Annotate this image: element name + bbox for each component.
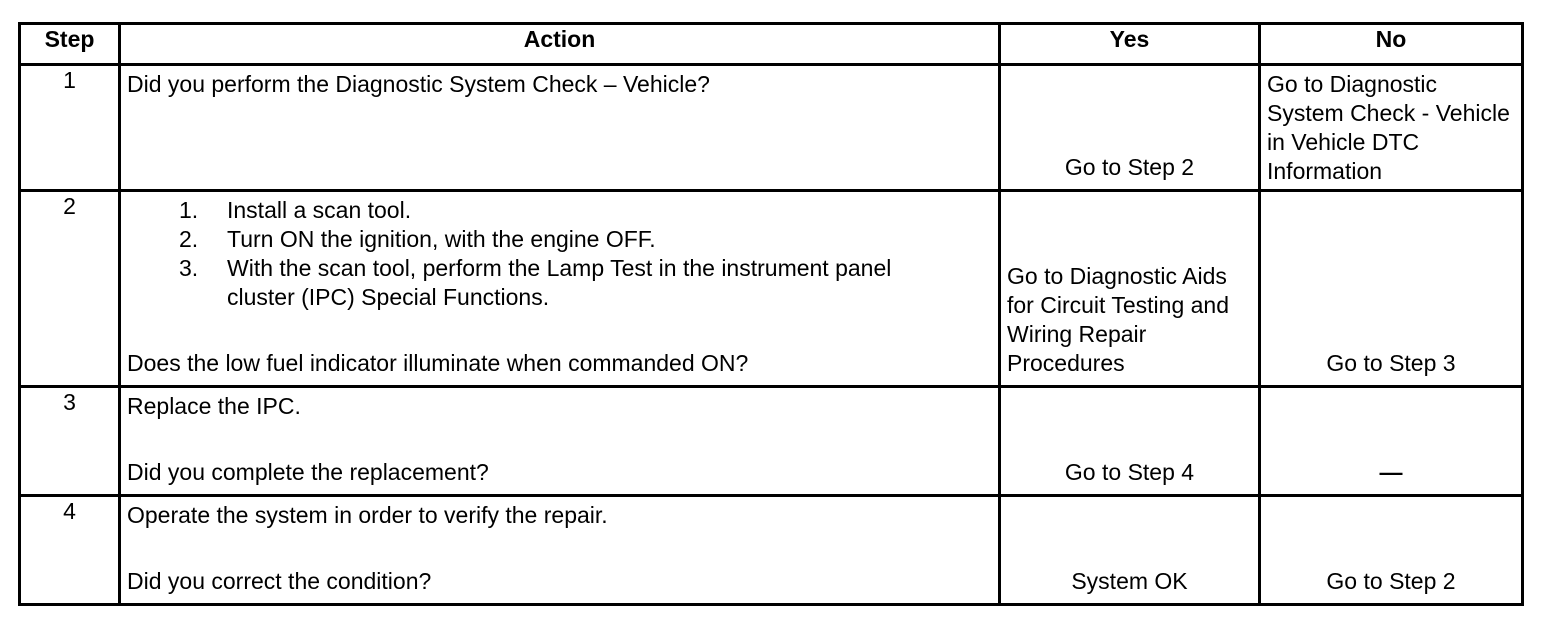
action-cell	[120, 496, 1000, 605]
action-question: Did you correct the condition?	[127, 568, 432, 594]
diagnostic-table	[18, 22, 1524, 606]
no-text: Go to Step 3	[1326, 350, 1456, 376]
header-row	[20, 24, 1523, 65]
header-step: Step	[20, 24, 120, 65]
step-number: 4	[20, 496, 120, 605]
no-text: —	[1379, 459, 1403, 485]
header-no: No	[1260, 24, 1523, 65]
action-steps-list	[127, 196, 992, 312]
list-item: 3. With the scan tool, perform the Lamp Test in the instrument panel cluster (IPC) Special Functions.	[179, 255, 892, 310]
yes-cell	[1000, 65, 1260, 191]
yes-text: System OK	[1071, 568, 1188, 594]
yes-cell	[1000, 191, 1260, 387]
step-number: 2	[20, 191, 120, 387]
yes-cell	[1000, 387, 1260, 496]
action-text: Replace the IPC.	[127, 393, 301, 419]
table-row	[20, 496, 1523, 605]
table-row	[20, 65, 1523, 191]
yes-text: Go to Diagnostic Aids for Circuit Testing and Wiring Repair Procedures	[1007, 263, 1230, 376]
no-cell	[1260, 496, 1523, 605]
action-cell	[120, 387, 1000, 496]
action-text: Operate the system in order to verify the repair.	[127, 502, 608, 528]
action-cell	[120, 65, 1000, 191]
yes-text: Go to Step 4	[1064, 459, 1195, 485]
yes-text: Go to Step 2	[1064, 154, 1195, 180]
list-item: 1. Install a scan tool.	[179, 197, 412, 223]
step-number: 1	[20, 65, 120, 191]
no-cell	[1260, 65, 1523, 191]
action-cell	[120, 191, 1000, 387]
action-question: Did you complete the replacement?	[127, 459, 489, 485]
list-item: 2. Turn ON the ignition, with the engine OFF.	[179, 226, 656, 252]
action-text: Did you perform the Diagnostic System Check – Vehicle?	[127, 71, 710, 97]
yes-cell	[1000, 496, 1260, 605]
no-cell	[1260, 191, 1523, 387]
no-cell	[1260, 387, 1523, 496]
no-text: Go to Step 2	[1326, 568, 1456, 594]
table-row	[20, 191, 1523, 387]
header-action: Action	[120, 24, 1000, 65]
table-row	[20, 387, 1523, 496]
step-number: 3	[20, 387, 120, 496]
action-question: Does the low fuel indicator illuminate when commanded ON?	[127, 350, 749, 376]
no-text: Go to Diagnostic System Check - Vehicle in Vehicle DTC Information	[1267, 71, 1510, 184]
header-yes: Yes	[1000, 24, 1260, 65]
